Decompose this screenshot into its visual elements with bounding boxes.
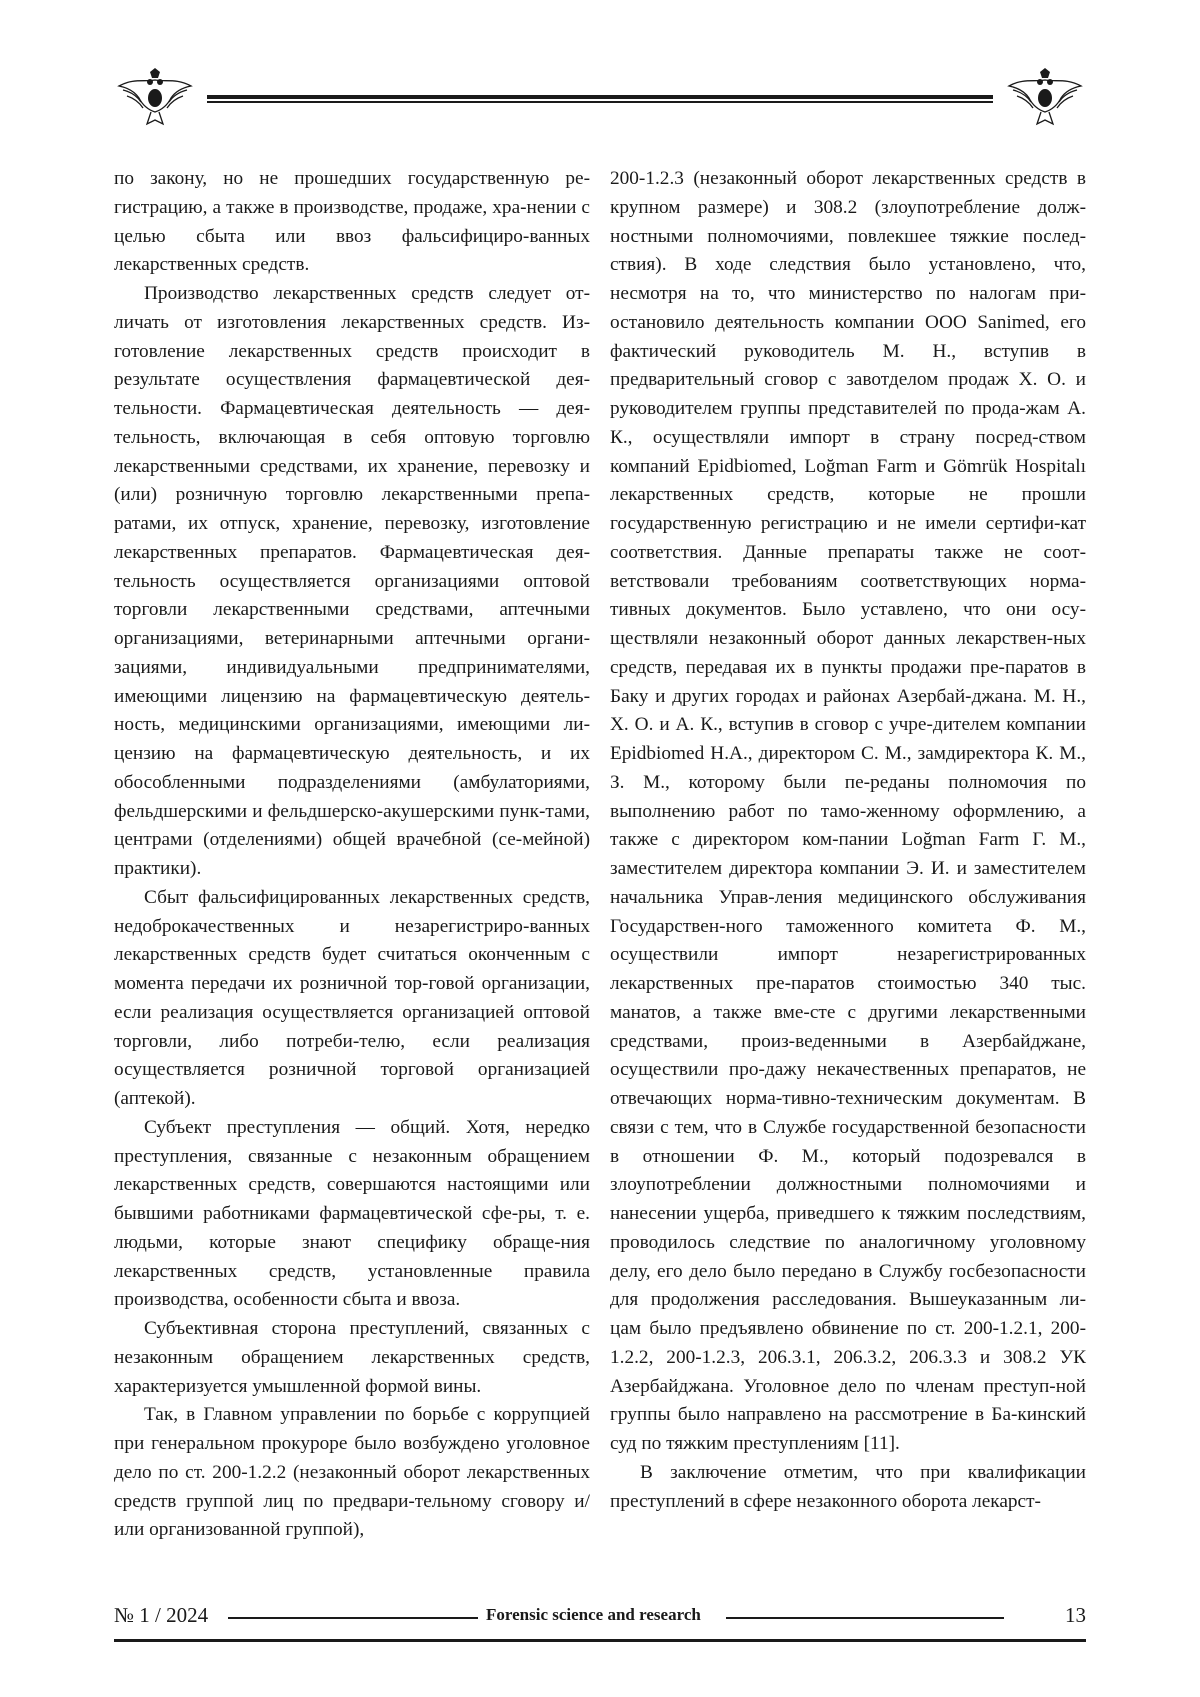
left-column <box>114 165 590 1545</box>
footer-divider <box>726 1617 1004 1619</box>
paragraph: 200-1.2.3 (незаконный оборот лекарственных средств в крупном размере) и 308.2 (злоупотребление долж-ностными полномочиями, повлекшее тяжкие послед-ствия). В ходе следствия было установлено, что, несмотря на то, что министерство по налогам при-остановило деятельность компании ООО Sanimed, его фактический руководитель М. Н., вступив в предварительный сговор с завотделом продаж Х. О. и руководителем группы представителей по прода-жам А. К., осуществляли импорт в страну посред-ством компаний Epidbiomed, Loğman Farm и Gömrük Hospitalı лекарственных средств, которые не прошли государственную регистрацию и не имели сертифи-кат соответствия. Данные препараты также не соот-ветствовали требованиям соответствующих норма-тивных документов. Было уставлено, что они осу-ществляли незаконный оборот данных лекарствен-ных средств, передавая их в пункты продажи пре-паратов в Баку и других городах и районах Азербай-джана. М. Н., Х. О. и А. К., вступив в сговор с учре-дителем компании Epidbiomed Н.А., директором С. М., замдиректора К. М., З. М., которому были пе-реданы полномочия по выполнению работ по тамо-женному оформлению, а также с директором ком-пании Loğman Farm Г. М., заместителем директора компании Э. И. и заместителем начальника Управ-ления медицинского обслуживания Государствен-ного таможенного комитета Ф. М., осуществили импорт незарегистрированных лекарственных пре-паратов стоимостью 340 тыс. манатов, а также вме-сте с другими лекарственными средствами, произ-веденными в Азербайджане, осуществили про-дажу некачественных препаратов, не отвечающих норма-тивно-техническим документам. В связи с тем, что в Службе государственной безопасности в отношении Ф. М., который подозревался в злоупотреблении должностными полномочиями и нанесении ущерба, приведшего к тяжким последствиям, проводилось следствие по аналогичному уголовному делу, его дело было передано в Службу госбезопасности для продолжения расследования. Вышеуказанным ли-цам было предъявлено обвинение по ст. 200-1.2.1, 200-1.2.2, 200-1.2.3, 206.3.1, 206.3.2, 206.3.3 и 308.2 УК Азербайджана. Уголовное дело по членам преступ-ной группы было направлено на рассмотрение в Ба-кинский суд по тяжким преступлениям [11]. <box>610 168 1086 1454</box>
paragraph: Так, в Главном управлении по борьбе с коррупцией при генеральном прокуроре было возбуждено уголовное дело по ст. 200-1.2.2 (незаконный оборот лекарственных средств группой лиц по предвари-тельному сговору и/или организованной группой), <box>114 1404 590 1541</box>
paragraph: по закону, но не прошедших государственную ре-гистрацию, а также в производстве, продаже, хра-нении с целью сбыта или ввоз фальсифициро-ванных лекарственных средств. <box>114 168 590 276</box>
paragraph: Производство лекарственных средств следует от-личать от изготовления лекарственных средств. Из-готовление лекарственных средств происходит в результате осуществления фармацевтической дея-тельности. Фармацевтическая деятельность — дея-тельность, включающая в себя оптовую торговлю лекарственными средствами, их хранение, перевозку и (или) розничную торговлю лекарственными препа-ратами, их отпуск, хранение, перевозку, изготовление лекарственных препаратов. Фармацевтическая дея-тельность осуществляется организациями оптовой торговли лекарственными средствами, аптечными организациями, ветеринарными аптечными органи-зациями, индивидуальными предпринимателями, имеющими лицензию на фармацевтическую деятель-ность, медицинскими организациями, имеющими ли-цензию на фармацевтическую деятельность, и их обособленными подразделениями (амбулаториями, фельдшерскими и фельдшерско-акушерскими пунк-тами, центрами (отделениями) общей врачебной (се-мейной) практики). <box>114 283 590 879</box>
paragraph: Сбыт фальсифицированных лекарственных средств, недоброкачественных и незарегистриро-ванных лекарственных средств будет считаться оконченным с момента передачи их розничной тор-говой организации, если реализация осуществляется организацией оптовой торговли, либо потреби-телю, если реализация осуществляется розничной торговой организацией (аптекой). <box>114 886 590 1109</box>
page-header <box>115 68 1085 138</box>
footer-rule <box>114 1639 1086 1642</box>
paragraph: Субъект преступления — общий. Хотя, нередко преступления, связанные с незаконным обращением лекарственных средств, совершаются настоящими или бывшими работниками фармацевтической сфе-ры, т. е. людьми, которые знают специфику обраще-ния лекарственных средств, установленные правила производства, особенности сбыта и ввоза. <box>114 1116 590 1311</box>
page-number: 13 <box>1065 1603 1086 1627</box>
journal-title: Forensic science and research <box>486 1605 701 1624</box>
issue-number: № 1 / 2024 <box>114 1603 209 1627</box>
paragraph: Субъективная сторона преступлений, связанных с незаконным обращением лекарственных средств, характеризуется умышленной формой вины. <box>114 1318 590 1397</box>
right-column <box>610 165 1086 1516</box>
header-rule <box>207 95 993 104</box>
footer-divider <box>228 1617 478 1619</box>
eagle-emblem-icon <box>115 68 195 130</box>
paragraph: В заключение отметим, что при квалификации преступлений в сфере незаконного оборота лекарст- <box>610 1461 1086 1512</box>
eagle-emblem-icon <box>1005 68 1085 130</box>
page-footer <box>114 1603 1086 1633</box>
